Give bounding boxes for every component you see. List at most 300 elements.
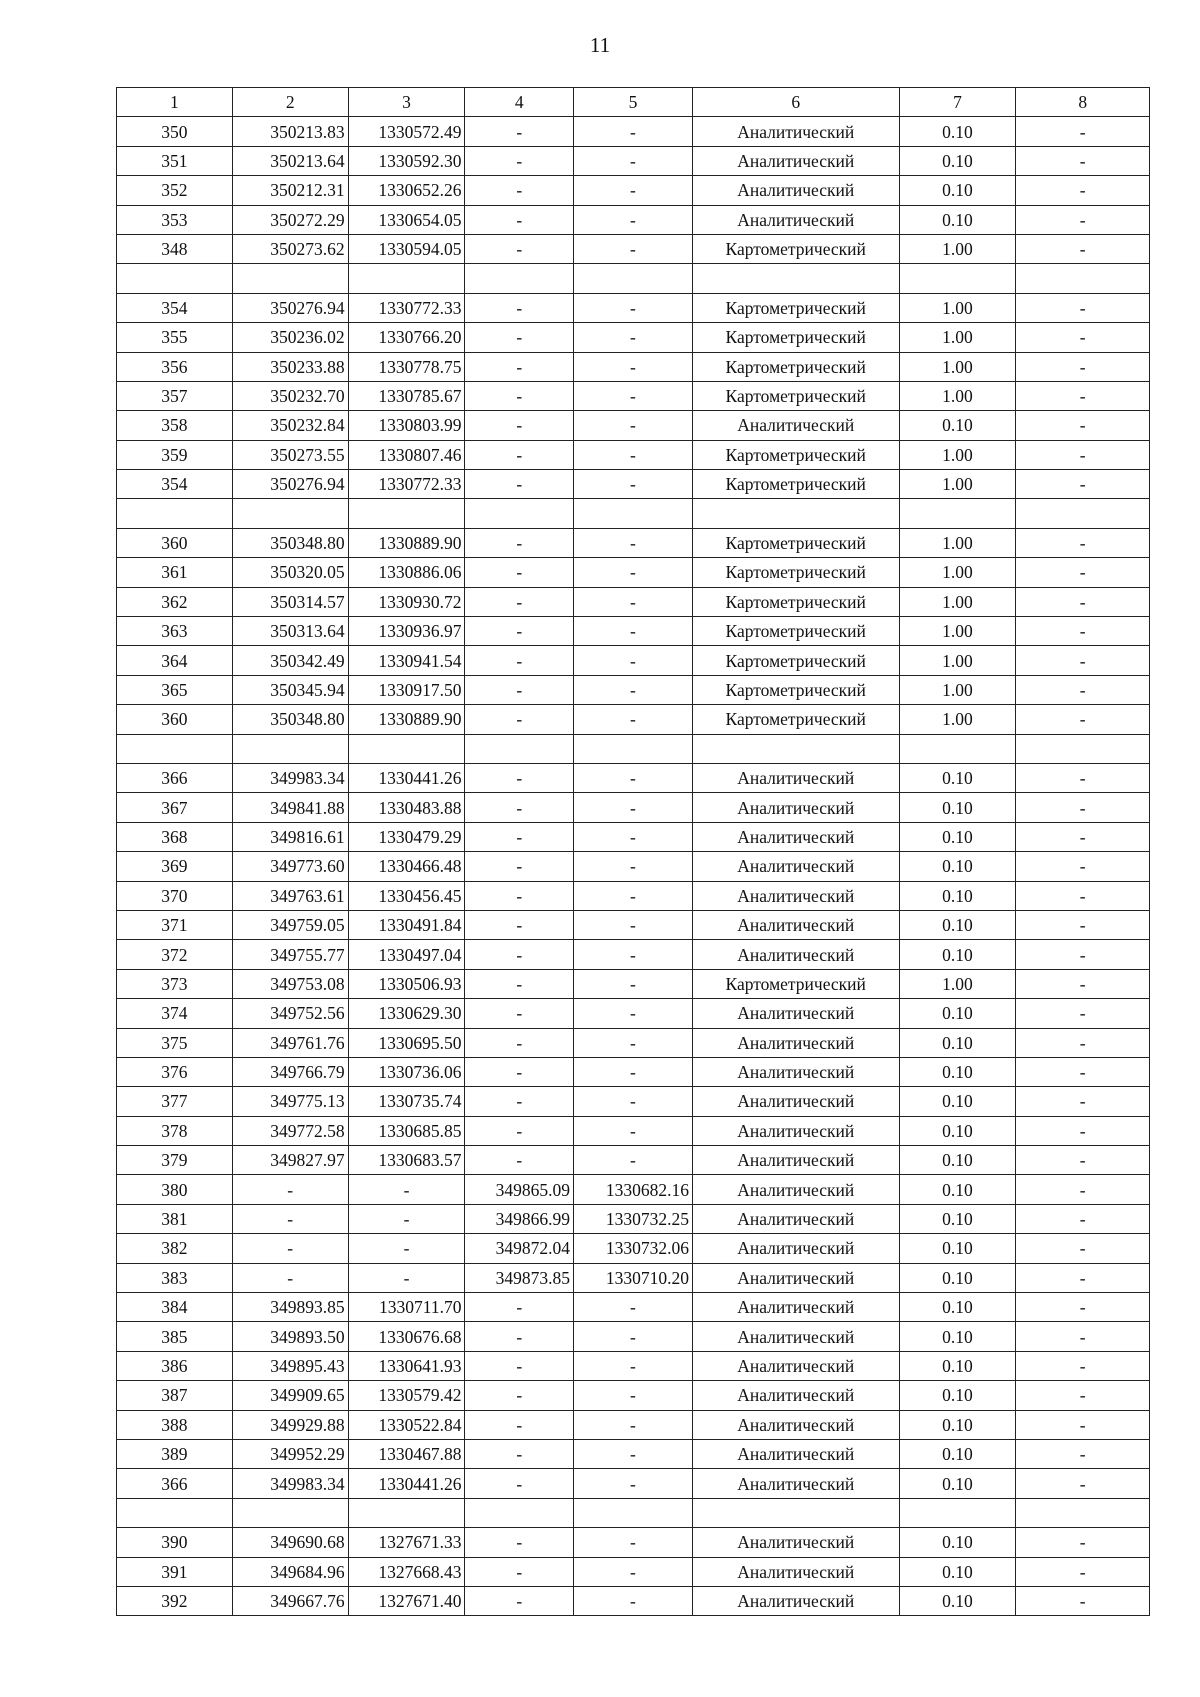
coord-y-cell: 1330772.33 xyxy=(348,293,465,322)
accuracy-cell: 0.10 xyxy=(899,146,1016,175)
coord-x-cell: 349841.88 xyxy=(232,793,348,822)
coord-x-cell: 349893.50 xyxy=(232,1322,348,1351)
coord-y-alt-cell: - xyxy=(574,969,693,998)
table-row xyxy=(117,646,1150,675)
method-cell: Картометрический xyxy=(692,234,899,263)
coord-x-alt-cell: - xyxy=(465,822,574,851)
coord-x-alt-cell: - xyxy=(465,675,574,704)
coord-x-cell: 349684.96 xyxy=(232,1557,348,1586)
coord-x-alt-cell: - xyxy=(465,1146,574,1175)
note-cell: - xyxy=(1016,705,1150,734)
column-header-5: 5 xyxy=(574,88,693,117)
coord-y-cell xyxy=(348,264,465,293)
column-header-1: 1 xyxy=(117,88,233,117)
method-cell: Аналитический xyxy=(692,999,899,1028)
table-row xyxy=(117,1087,1150,1116)
point-number-cell: 387 xyxy=(117,1381,233,1410)
coord-x-alt-cell: - xyxy=(465,793,574,822)
coord-x-cell: 350232.84 xyxy=(232,411,348,440)
coord-x-cell: 350232.70 xyxy=(232,381,348,410)
coord-y-alt-cell: - xyxy=(574,1557,693,1586)
table-row xyxy=(117,1322,1150,1351)
note-cell: - xyxy=(1016,293,1150,322)
coord-x-alt-cell: - xyxy=(465,146,574,175)
coord-y-cell: 1327671.40 xyxy=(348,1586,465,1615)
point-number-cell: 367 xyxy=(117,793,233,822)
coord-y-alt-cell: - xyxy=(574,822,693,851)
coord-x-cell: - xyxy=(232,1175,348,1204)
coord-y-alt-cell: 1330732.25 xyxy=(574,1204,693,1233)
note-cell: - xyxy=(1016,205,1150,234)
table-row xyxy=(117,293,1150,322)
table-row xyxy=(117,470,1150,499)
accuracy-cell: 0.10 xyxy=(899,822,1016,851)
coord-x-alt-cell: - xyxy=(465,176,574,205)
point-number-cell: 354 xyxy=(117,293,233,322)
accuracy-cell: 0.10 xyxy=(899,117,1016,146)
coord-y-cell: 1330522.84 xyxy=(348,1410,465,1439)
point-number-cell: 360 xyxy=(117,528,233,557)
coord-y-alt-cell xyxy=(574,734,693,763)
method-cell: Аналитический xyxy=(692,1293,899,1322)
table-row xyxy=(117,176,1150,205)
accuracy-cell: 0.10 xyxy=(899,999,1016,1028)
table-row xyxy=(117,969,1150,998)
coord-y-alt-cell: - xyxy=(574,617,693,646)
coord-y-cell xyxy=(348,734,465,763)
accuracy-cell: 0.10 xyxy=(899,1381,1016,1410)
table-row xyxy=(117,1146,1150,1175)
coord-y-alt-cell: - xyxy=(574,176,693,205)
note-cell: - xyxy=(1016,1293,1150,1322)
coord-y-cell: 1330685.85 xyxy=(348,1116,465,1145)
method-cell: Картометрический xyxy=(692,323,899,352)
point-number-cell: 361 xyxy=(117,558,233,587)
coord-y-alt-cell: - xyxy=(574,234,693,263)
note-cell: - xyxy=(1016,1146,1150,1175)
coord-y-alt-cell xyxy=(574,264,693,293)
coord-y-alt-cell: - xyxy=(574,1351,693,1380)
note-cell: - xyxy=(1016,1116,1150,1145)
point-number-cell: 379 xyxy=(117,1146,233,1175)
coord-y-alt-cell: - xyxy=(574,646,693,675)
coord-x-alt-cell: - xyxy=(465,969,574,998)
coord-y-alt-cell xyxy=(574,1498,693,1527)
coord-x-cell: 350276.94 xyxy=(232,293,348,322)
coord-x-cell xyxy=(232,264,348,293)
method-cell: Аналитический xyxy=(692,1381,899,1410)
table-row xyxy=(117,205,1150,234)
coord-y-alt-cell: - xyxy=(574,881,693,910)
accuracy-cell: 1.00 xyxy=(899,969,1016,998)
method-cell: Аналитический xyxy=(692,146,899,175)
table-row xyxy=(117,822,1150,851)
coord-y-cell: 1330506.93 xyxy=(348,969,465,998)
coord-x-alt-cell xyxy=(465,264,574,293)
coord-x-cell: 349983.34 xyxy=(232,1469,348,1498)
note-cell: - xyxy=(1016,969,1150,998)
method-cell xyxy=(692,1498,899,1527)
point-number-cell: 356 xyxy=(117,352,233,381)
point-number-cell xyxy=(117,1498,233,1527)
coord-y-alt-cell: 1330682.16 xyxy=(574,1175,693,1204)
column-header-6: 6 xyxy=(692,88,899,117)
note-cell xyxy=(1016,499,1150,528)
accuracy-cell: 0.10 xyxy=(899,1322,1016,1351)
method-cell: Аналитический xyxy=(692,1557,899,1586)
point-number-cell: 383 xyxy=(117,1263,233,1292)
note-cell: - xyxy=(1016,1057,1150,1086)
coord-y-cell: 1330735.74 xyxy=(348,1087,465,1116)
point-number-cell: 372 xyxy=(117,940,233,969)
note-cell xyxy=(1016,1498,1150,1527)
table-row xyxy=(117,1116,1150,1145)
coord-x-alt-cell: - xyxy=(465,852,574,881)
table-row xyxy=(117,411,1150,440)
separator-row xyxy=(117,499,1150,528)
coord-x-alt-cell: - xyxy=(465,1293,574,1322)
coord-y-alt-cell: - xyxy=(574,940,693,969)
note-cell: - xyxy=(1016,793,1150,822)
coord-y-cell: 1330889.90 xyxy=(348,705,465,734)
method-cell: Картометрический xyxy=(692,646,899,675)
coord-y-alt-cell: - xyxy=(574,852,693,881)
coord-y-alt-cell: - xyxy=(574,1439,693,1468)
coord-x-alt-cell: - xyxy=(465,1116,574,1145)
coord-x-cell xyxy=(232,499,348,528)
coord-y-alt-cell: - xyxy=(574,793,693,822)
coord-x-alt-cell: - xyxy=(465,117,574,146)
table-row xyxy=(117,1381,1150,1410)
accuracy-cell: 1.00 xyxy=(899,381,1016,410)
table-row xyxy=(117,1175,1150,1204)
coord-y-alt-cell: - xyxy=(574,999,693,1028)
table-row xyxy=(117,852,1150,881)
note-cell: - xyxy=(1016,558,1150,587)
method-cell: Аналитический xyxy=(692,822,899,851)
accuracy-cell: 0.10 xyxy=(899,881,1016,910)
coord-y-cell: 1327668.43 xyxy=(348,1557,465,1586)
coord-y-cell: 1330889.90 xyxy=(348,528,465,557)
table-row xyxy=(117,1469,1150,1498)
coord-x-cell: 349761.76 xyxy=(232,1028,348,1057)
method-cell xyxy=(692,264,899,293)
accuracy-cell: 0.10 xyxy=(899,1557,1016,1586)
note-cell xyxy=(1016,734,1150,763)
method-cell: Аналитический xyxy=(692,910,899,939)
method-cell: Аналитический xyxy=(692,411,899,440)
coord-x-alt-cell xyxy=(465,734,574,763)
note-cell: - xyxy=(1016,763,1150,792)
accuracy-cell xyxy=(899,499,1016,528)
method-cell: Аналитический xyxy=(692,1087,899,1116)
accuracy-cell: 0.10 xyxy=(899,852,1016,881)
coord-y-cell: 1330778.75 xyxy=(348,352,465,381)
coord-x-alt-cell: - xyxy=(465,1322,574,1351)
coord-y-cell: 1330772.33 xyxy=(348,470,465,499)
coord-x-alt-cell: - xyxy=(465,1557,574,1586)
coord-x-alt-cell: - xyxy=(465,1439,574,1468)
table-row xyxy=(117,1439,1150,1468)
coord-y-alt-cell: - xyxy=(574,1322,693,1351)
coord-y-alt-cell: - xyxy=(574,1028,693,1057)
table-row xyxy=(117,763,1150,792)
accuracy-cell: 0.10 xyxy=(899,1116,1016,1145)
coord-x-cell: 350273.55 xyxy=(232,440,348,469)
coord-y-cell: 1330483.88 xyxy=(348,793,465,822)
coord-y-cell: 1330629.30 xyxy=(348,999,465,1028)
coord-y-cell: - xyxy=(348,1175,465,1204)
coord-x-cell: 349667.76 xyxy=(232,1586,348,1615)
note-cell: - xyxy=(1016,1204,1150,1233)
accuracy-cell: 0.10 xyxy=(899,176,1016,205)
table-body xyxy=(117,117,1150,1616)
note-cell: - xyxy=(1016,440,1150,469)
note-cell: - xyxy=(1016,117,1150,146)
column-header-4: 4 xyxy=(465,88,574,117)
table-row xyxy=(117,1234,1150,1263)
note-cell: - xyxy=(1016,940,1150,969)
point-number-cell: 386 xyxy=(117,1351,233,1380)
coord-x-cell: 350212.31 xyxy=(232,176,348,205)
accuracy-cell: 0.10 xyxy=(899,1028,1016,1057)
note-cell: - xyxy=(1016,1381,1150,1410)
point-number-cell: 362 xyxy=(117,587,233,616)
coord-x-alt-cell: 349865.09 xyxy=(465,1175,574,1204)
coord-x-cell: 349759.05 xyxy=(232,910,348,939)
accuracy-cell: 0.10 xyxy=(899,1087,1016,1116)
coord-x-cell: 349763.61 xyxy=(232,881,348,910)
coord-x-alt-cell: - xyxy=(465,381,574,410)
coord-x-cell: 349929.88 xyxy=(232,1410,348,1439)
coord-x-cell: 350348.80 xyxy=(232,528,348,557)
table-row xyxy=(117,1410,1150,1439)
point-number-cell: 380 xyxy=(117,1175,233,1204)
column-header-8: 8 xyxy=(1016,88,1150,117)
method-cell: Аналитический xyxy=(692,881,899,910)
method-cell: Картометрический xyxy=(692,675,899,704)
note-cell: - xyxy=(1016,381,1150,410)
point-number-cell: 352 xyxy=(117,176,233,205)
accuracy-cell: 0.10 xyxy=(899,793,1016,822)
table-row xyxy=(117,352,1150,381)
table-row xyxy=(117,528,1150,557)
accuracy-cell: 0.10 xyxy=(899,940,1016,969)
coord-x-cell: - xyxy=(232,1263,348,1292)
method-cell: Аналитический xyxy=(692,176,899,205)
point-number-cell: 391 xyxy=(117,1557,233,1586)
coord-x-alt-cell xyxy=(465,1498,574,1527)
coord-y-alt-cell: - xyxy=(574,470,693,499)
point-number-cell: 392 xyxy=(117,1586,233,1615)
point-number-cell: 378 xyxy=(117,1116,233,1145)
coord-y-cell: 1330803.99 xyxy=(348,411,465,440)
coord-x-alt-cell: - xyxy=(465,1087,574,1116)
point-number-cell: 348 xyxy=(117,234,233,263)
point-number-cell: 375 xyxy=(117,1028,233,1057)
table-row xyxy=(117,587,1150,616)
note-cell: - xyxy=(1016,1263,1150,1292)
point-number-cell: 381 xyxy=(117,1204,233,1233)
coord-x-cell: 350273.62 xyxy=(232,234,348,263)
point-number-cell: 369 xyxy=(117,852,233,881)
method-cell: Аналитический xyxy=(692,1146,899,1175)
coord-x-alt-cell: - xyxy=(465,470,574,499)
coord-x-cell: 350276.94 xyxy=(232,470,348,499)
coordinates-table xyxy=(116,87,1150,1616)
method-cell: Аналитический xyxy=(692,1204,899,1233)
coord-y-cell: 1330441.26 xyxy=(348,1469,465,1498)
separator-row xyxy=(117,734,1150,763)
point-number-cell: 353 xyxy=(117,205,233,234)
coord-y-alt-cell: - xyxy=(574,411,693,440)
column-header-7: 7 xyxy=(899,88,1016,117)
note-cell: - xyxy=(1016,470,1150,499)
coord-y-alt-cell: - xyxy=(574,117,693,146)
coord-x-alt-cell: - xyxy=(465,323,574,352)
method-cell: Аналитический xyxy=(692,1410,899,1439)
coord-x-cell: - xyxy=(232,1204,348,1233)
coord-x-alt-cell: 349866.99 xyxy=(465,1204,574,1233)
accuracy-cell: 1.00 xyxy=(899,617,1016,646)
table-row xyxy=(117,793,1150,822)
point-number-cell: 384 xyxy=(117,1293,233,1322)
coord-y-cell: 1330917.50 xyxy=(348,675,465,704)
coord-x-alt-cell: - xyxy=(465,1469,574,1498)
note-cell: - xyxy=(1016,1528,1150,1557)
coord-x-cell: 349816.61 xyxy=(232,822,348,851)
point-number-cell: 368 xyxy=(117,822,233,851)
coord-x-alt-cell: - xyxy=(465,558,574,587)
coord-x-alt-cell: - xyxy=(465,1057,574,1086)
coord-y-alt-cell: - xyxy=(574,910,693,939)
coord-x-alt-cell: - xyxy=(465,1586,574,1615)
coord-y-alt-cell: - xyxy=(574,558,693,587)
note-cell: - xyxy=(1016,1439,1150,1468)
accuracy-cell: 1.00 xyxy=(899,587,1016,616)
table-row xyxy=(117,558,1150,587)
method-cell: Аналитический xyxy=(692,1175,899,1204)
coord-x-cell: 349755.77 xyxy=(232,940,348,969)
point-number-cell: 373 xyxy=(117,969,233,998)
coord-x-alt-cell: - xyxy=(465,1410,574,1439)
note-cell: - xyxy=(1016,617,1150,646)
coord-x-cell: 350345.94 xyxy=(232,675,348,704)
point-number-cell xyxy=(117,264,233,293)
table-row xyxy=(117,1528,1150,1557)
coord-x-cell: 350314.57 xyxy=(232,587,348,616)
accuracy-cell: 1.00 xyxy=(899,558,1016,587)
coord-x-cell: 350213.64 xyxy=(232,146,348,175)
note-cell: - xyxy=(1016,1087,1150,1116)
coord-y-alt-cell xyxy=(574,499,693,528)
coord-x-cell: 350313.64 xyxy=(232,617,348,646)
point-number-cell: 355 xyxy=(117,323,233,352)
coord-x-cell: 350213.83 xyxy=(232,117,348,146)
coord-y-cell: 1330695.50 xyxy=(348,1028,465,1057)
coord-y-cell: 1330479.29 xyxy=(348,822,465,851)
method-cell: Картометрический xyxy=(692,440,899,469)
note-cell: - xyxy=(1016,675,1150,704)
table-row xyxy=(117,940,1150,969)
coord-y-alt-cell: - xyxy=(574,323,693,352)
note-cell: - xyxy=(1016,1175,1150,1204)
note-cell: - xyxy=(1016,528,1150,557)
method-cell xyxy=(692,734,899,763)
coord-x-alt-cell: 349873.85 xyxy=(465,1263,574,1292)
coord-x-alt-cell: - xyxy=(465,1528,574,1557)
coord-y-alt-cell: - xyxy=(574,146,693,175)
note-cell: - xyxy=(1016,881,1150,910)
coord-y-cell: 1330807.46 xyxy=(348,440,465,469)
coord-y-cell: 1330683.57 xyxy=(348,1146,465,1175)
point-number-cell: 359 xyxy=(117,440,233,469)
coord-x-cell: 349952.29 xyxy=(232,1439,348,1468)
coord-x-alt-cell: - xyxy=(465,293,574,322)
note-cell: - xyxy=(1016,146,1150,175)
column-header-2: 2 xyxy=(232,88,348,117)
coord-y-cell: 1330497.04 xyxy=(348,940,465,969)
table-row xyxy=(117,1028,1150,1057)
accuracy-cell: 0.10 xyxy=(899,205,1016,234)
accuracy-cell xyxy=(899,1498,1016,1527)
coord-y-cell: 1330654.05 xyxy=(348,205,465,234)
coord-y-cell: 1330594.05 xyxy=(348,234,465,263)
table-row xyxy=(117,999,1150,1028)
accuracy-cell: 0.10 xyxy=(899,1175,1016,1204)
accuracy-cell: 1.00 xyxy=(899,470,1016,499)
coord-y-alt-cell: - xyxy=(574,675,693,704)
accuracy-cell xyxy=(899,264,1016,293)
coord-y-cell: 1330930.72 xyxy=(348,587,465,616)
coord-y-cell xyxy=(348,1498,465,1527)
point-number-cell xyxy=(117,499,233,528)
method-cell xyxy=(692,499,899,528)
coord-x-cell: 349753.08 xyxy=(232,969,348,998)
method-cell: Аналитический xyxy=(692,793,899,822)
point-number-cell: 360 xyxy=(117,705,233,734)
coord-y-cell: 1330676.68 xyxy=(348,1322,465,1351)
method-cell: Аналитический xyxy=(692,1528,899,1557)
coord-y-alt-cell: - xyxy=(574,1586,693,1615)
table-row xyxy=(117,1293,1150,1322)
coord-x-cell: 349690.68 xyxy=(232,1528,348,1557)
coord-y-cell: 1330652.26 xyxy=(348,176,465,205)
method-cell: Аналитический xyxy=(692,1586,899,1615)
separator-row xyxy=(117,264,1150,293)
method-cell: Аналитический xyxy=(692,1116,899,1145)
coord-y-alt-cell: - xyxy=(574,1469,693,1498)
coord-y-cell: 1330579.42 xyxy=(348,1381,465,1410)
coord-x-cell: 350233.88 xyxy=(232,352,348,381)
page-number: 11 xyxy=(589,33,611,57)
coord-x-alt-cell: - xyxy=(465,587,574,616)
accuracy-cell: 0.10 xyxy=(899,1586,1016,1615)
method-cell: Аналитический xyxy=(692,852,899,881)
coord-x-alt-cell: - xyxy=(465,205,574,234)
coord-y-alt-cell: - xyxy=(574,1381,693,1410)
coord-y-cell: 1330456.45 xyxy=(348,881,465,910)
accuracy-cell: 0.10 xyxy=(899,1351,1016,1380)
note-cell: - xyxy=(1016,646,1150,675)
point-number-cell: 351 xyxy=(117,146,233,175)
coord-y-cell: 1330766.20 xyxy=(348,323,465,352)
column-header-3: 3 xyxy=(348,88,465,117)
table-row xyxy=(117,1263,1150,1292)
coord-y-cell: 1330466.48 xyxy=(348,852,465,881)
table-header xyxy=(117,88,1150,117)
coord-x-alt-cell: - xyxy=(465,234,574,263)
